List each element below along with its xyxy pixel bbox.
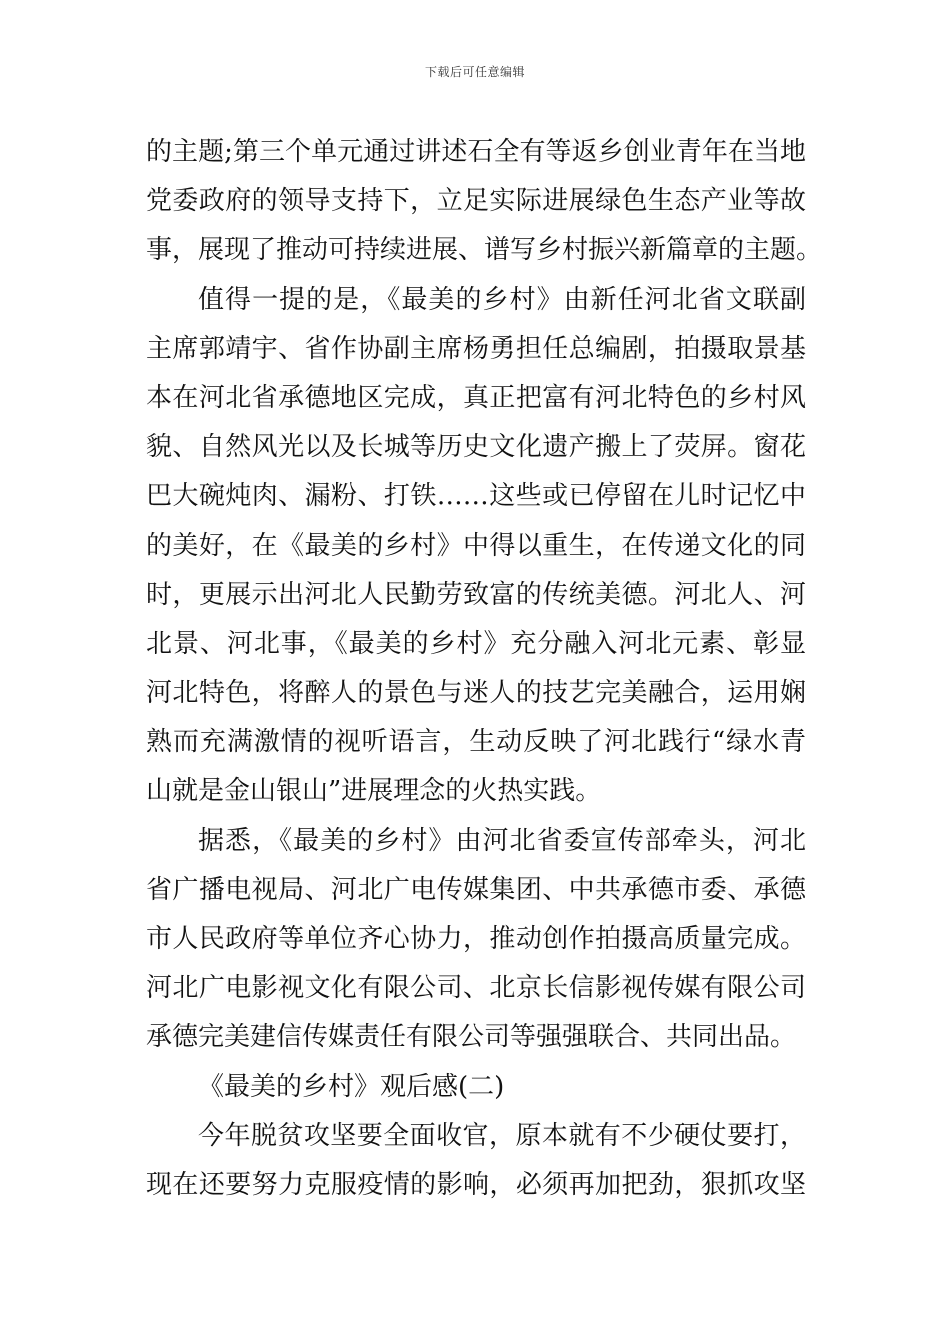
text-line: 党委政府的领导支持下，立足实际进展绿色生态产业等故 [146, 186, 806, 217]
text-line: 的主题;第三个单元通过讲述石全有等返乡创业青年在当地 [146, 137, 806, 167]
text-line: 值得一提的是，《最美的乡村》由新任河北省文联副 [198, 284, 806, 315]
text-line: 据悉，《最美的乡村》由河北省委宣传部牵头，河北 [198, 825, 806, 856]
text-line: 山就是金山银山”进展理念的火热实践。 [146, 776, 602, 807]
text-line: 熟而充满激情的视听语言，生动反映了河北践行“绿水青 [146, 727, 806, 758]
text-line: 河北特色，将醉人的景色与迷人的技艺完美融合，运用娴 [146, 678, 806, 709]
text-line: 时，更展示出河北人民勤劳致富的传统美德。河北人、河 [146, 579, 806, 610]
text-line: 的美好，在《最美的乡村》中得以重生，在传递文化的同 [146, 530, 806, 561]
text-line: 北景、河北事，《最美的乡村》充分融入河北元素、彰显 [146, 628, 806, 659]
text-line: 承德完美建信传媒责任有限公司等强强联合、共同出品。 [146, 1022, 797, 1053]
text-line: 主席郭靖宇、省作协副主席杨勇担任总编剧，拍摄取景基 [146, 333, 806, 364]
text-line: 貌、自然风光以及长城等历史文化遗产搬上了荧屏。窗花 [146, 432, 806, 463]
text-line: 今年脱贫攻坚要全面收官，原本就有不少硬仗要打， [198, 1120, 806, 1151]
text-line: 市人民政府等单位齐心协力，推动创作拍摄高质量完成。 [146, 924, 806, 954]
text-line: 本在河北省承德地区完成，真正把富有河北特色的乡村风 [146, 382, 806, 413]
text-line: 巴大碗炖肉、漏粉、打铁……这些或已停留在儿时记忆中 [146, 481, 806, 512]
page-header: 下载后可任意编辑 [424, 65, 525, 79]
text-line: 事，展现了推动可持续进展、谱写乡村振兴新篇章的主题。 [146, 235, 823, 266]
section-heading: 《最美的乡村》观后感(二) [198, 1071, 505, 1102]
body-text [146, 128, 823, 1210]
text-line: 现在还要努力克服疫情的影响，必须再加把劲，狠抓攻坚 [146, 1169, 806, 1200]
text-line: 省广播电视局、河北广电传媒集团、中共承德市委、承德 [146, 874, 806, 905]
text-line: 河北广电影视文化有限公司、北京长信影视传媒有限公司 [146, 973, 806, 1004]
